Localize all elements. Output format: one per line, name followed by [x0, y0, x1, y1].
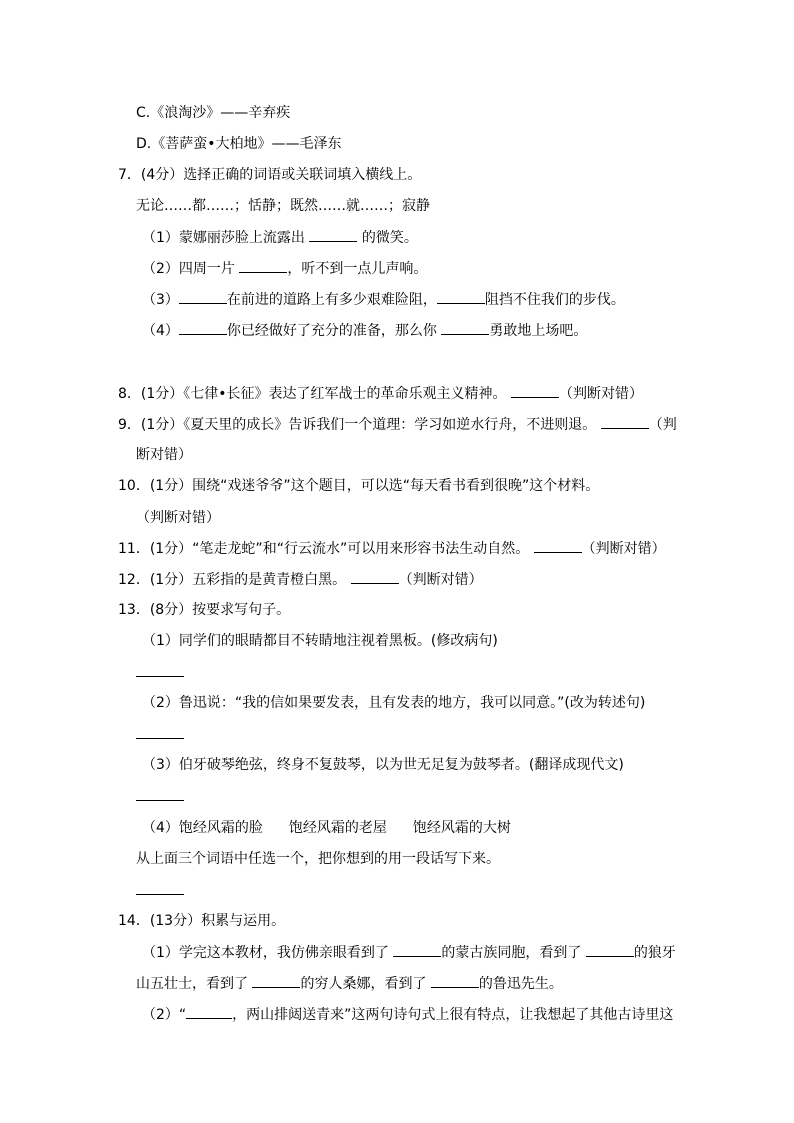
text: （1）学完这本教材，我仿佛亲眼看到了	[142, 945, 389, 961]
q12-tail: （判断对错）	[398, 572, 483, 588]
answer-blank[interactable]	[431, 973, 479, 988]
phrase: 饱经风霜的老屋	[288, 820, 387, 836]
phrase: （4）饱经风霜的脸	[142, 820, 263, 836]
answer-blank[interactable]	[586, 942, 634, 957]
q13-sentence-2: （2）鲁迅说：“我的信如果要发表，且有发表的地方，我可以同意。”(改为转述句)	[142, 695, 646, 711]
q7-sentence-2	[142, 258, 427, 279]
text: 你已经做好了充分的准备，那么你	[226, 323, 437, 339]
q11-text: 11．(1分）“笔走龙蛇”和“行云流水”可以用来形容书法生动自然。	[118, 541, 530, 557]
answer-blank[interactable]	[309, 227, 357, 242]
answer-blank[interactable]	[351, 569, 399, 584]
text: 阻挡不住我们的步伐。	[484, 292, 625, 308]
q13-sentence-3: （3）伯牙破琴绝弦，终身不复鼓琴，以为世无足复为鼓琴者。(翻译成现代文)	[142, 757, 624, 773]
q12	[118, 569, 483, 590]
text: 的微笑。	[361, 230, 418, 246]
q13-answer-4	[136, 880, 184, 901]
q11	[118, 538, 666, 559]
answer-blank[interactable]	[534, 538, 582, 553]
q8-text: 8．(1分）《七律•长征》表达了红军战士的革命乐观主义精神。	[118, 386, 507, 402]
text: 山五壮士，看到了	[136, 976, 248, 992]
answer-blank[interactable]	[136, 880, 184, 895]
answer-blank[interactable]	[601, 414, 649, 429]
q14-stem: 14．(13分）积累与运用。	[118, 913, 286, 929]
answer-blank[interactable]	[179, 289, 227, 304]
q13-answer-2	[136, 724, 184, 745]
q7-options: 无论……都……；恬静；既然……就……；寂静	[136, 198, 430, 214]
q6-option-d: D.《菩萨蛮•大柏地》——毛泽东	[136, 136, 342, 152]
text: （2）四周一片	[142, 261, 235, 277]
q7-stem: 7．(4分）选择正确的词语或关联词填入横线上。	[118, 167, 422, 183]
q14-sentence-2	[142, 1004, 673, 1025]
text: 勇敢地上场吧。	[489, 323, 588, 339]
q7-sentence-4	[142, 320, 587, 341]
answer-blank[interactable]	[239, 258, 287, 273]
q7-sentence-3	[142, 289, 625, 310]
q13-instruction: 从上面三个词语中任选一个，把你想到的用一段话写下来。	[136, 851, 500, 867]
q9	[118, 414, 677, 435]
q13-stem: 13．(8分）按要求写句子。	[118, 602, 291, 618]
q13-sentence-4	[142, 818, 511, 838]
q9-text: 9．(1分）《夏天里的成长》告诉我们一个道理：学习如逆水行舟，不进则退。	[118, 417, 597, 433]
q14-sentence-1-cont	[136, 973, 563, 994]
q10-cont-text: （判断对错）	[136, 510, 220, 526]
q8-tail: （判断对错）	[559, 386, 643, 402]
q8	[118, 383, 643, 404]
answer-blank[interactable]	[437, 289, 485, 304]
text: ，听不到一点儿声响。	[287, 261, 428, 277]
q12-text: 12．(1分）五彩指的是黄青橙白黑。	[118, 572, 347, 588]
text: ，两山排闼送青来”这两句诗句式上很有特点，让我想起了其他古诗里这	[232, 1007, 674, 1023]
answer-blank[interactable]	[136, 724, 184, 739]
answer-blank[interactable]	[136, 786, 184, 801]
text: 的狼牙	[633, 945, 676, 961]
answer-blank[interactable]	[511, 383, 559, 398]
text: （2）“	[142, 1007, 187, 1023]
answer-blank[interactable]	[252, 973, 300, 988]
text: 的鲁迅先生。	[478, 976, 563, 992]
phrase: 饱经风霜的大树	[412, 820, 511, 836]
q11-tail: （判断对错）	[581, 541, 666, 557]
answer-blank[interactable]	[441, 320, 489, 335]
answer-blank[interactable]	[179, 320, 227, 335]
q10-cont	[136, 507, 220, 528]
answer-blank[interactable]	[136, 662, 184, 677]
text: （1）蒙娜丽莎脸上流露出	[142, 230, 305, 246]
q9-cont: 断对错）	[136, 447, 192, 463]
q14-sentence-1	[142, 942, 676, 963]
q9-tail: （判	[648, 417, 677, 433]
text: 的穷人桑娜，看到了	[300, 976, 427, 992]
text: （4）	[142, 323, 179, 339]
text: 在前进的道路上有多少艰难险阻，	[226, 292, 437, 308]
q13-answer-1	[136, 662, 184, 683]
q13-answer-3	[136, 786, 184, 807]
q7-sentence-1	[142, 227, 418, 248]
answer-blank[interactable]	[393, 942, 441, 957]
q6-option-c: C.《浪淘沙》——辛弃疾	[136, 105, 291, 121]
answer-blank[interactable]	[186, 1004, 232, 1019]
text: （3）	[142, 292, 179, 308]
q10: 10．(1分）围绕“戏迷爷爷”这个题目，可以选“每天看书看到很晚”这个材料。	[118, 478, 600, 494]
q13-sentence-1: （1）同学们的眼睛都目不转睛地注视着黑板。(修改病句)	[142, 633, 498, 649]
text: 的蒙古族同胞，看到了	[441, 945, 582, 961]
